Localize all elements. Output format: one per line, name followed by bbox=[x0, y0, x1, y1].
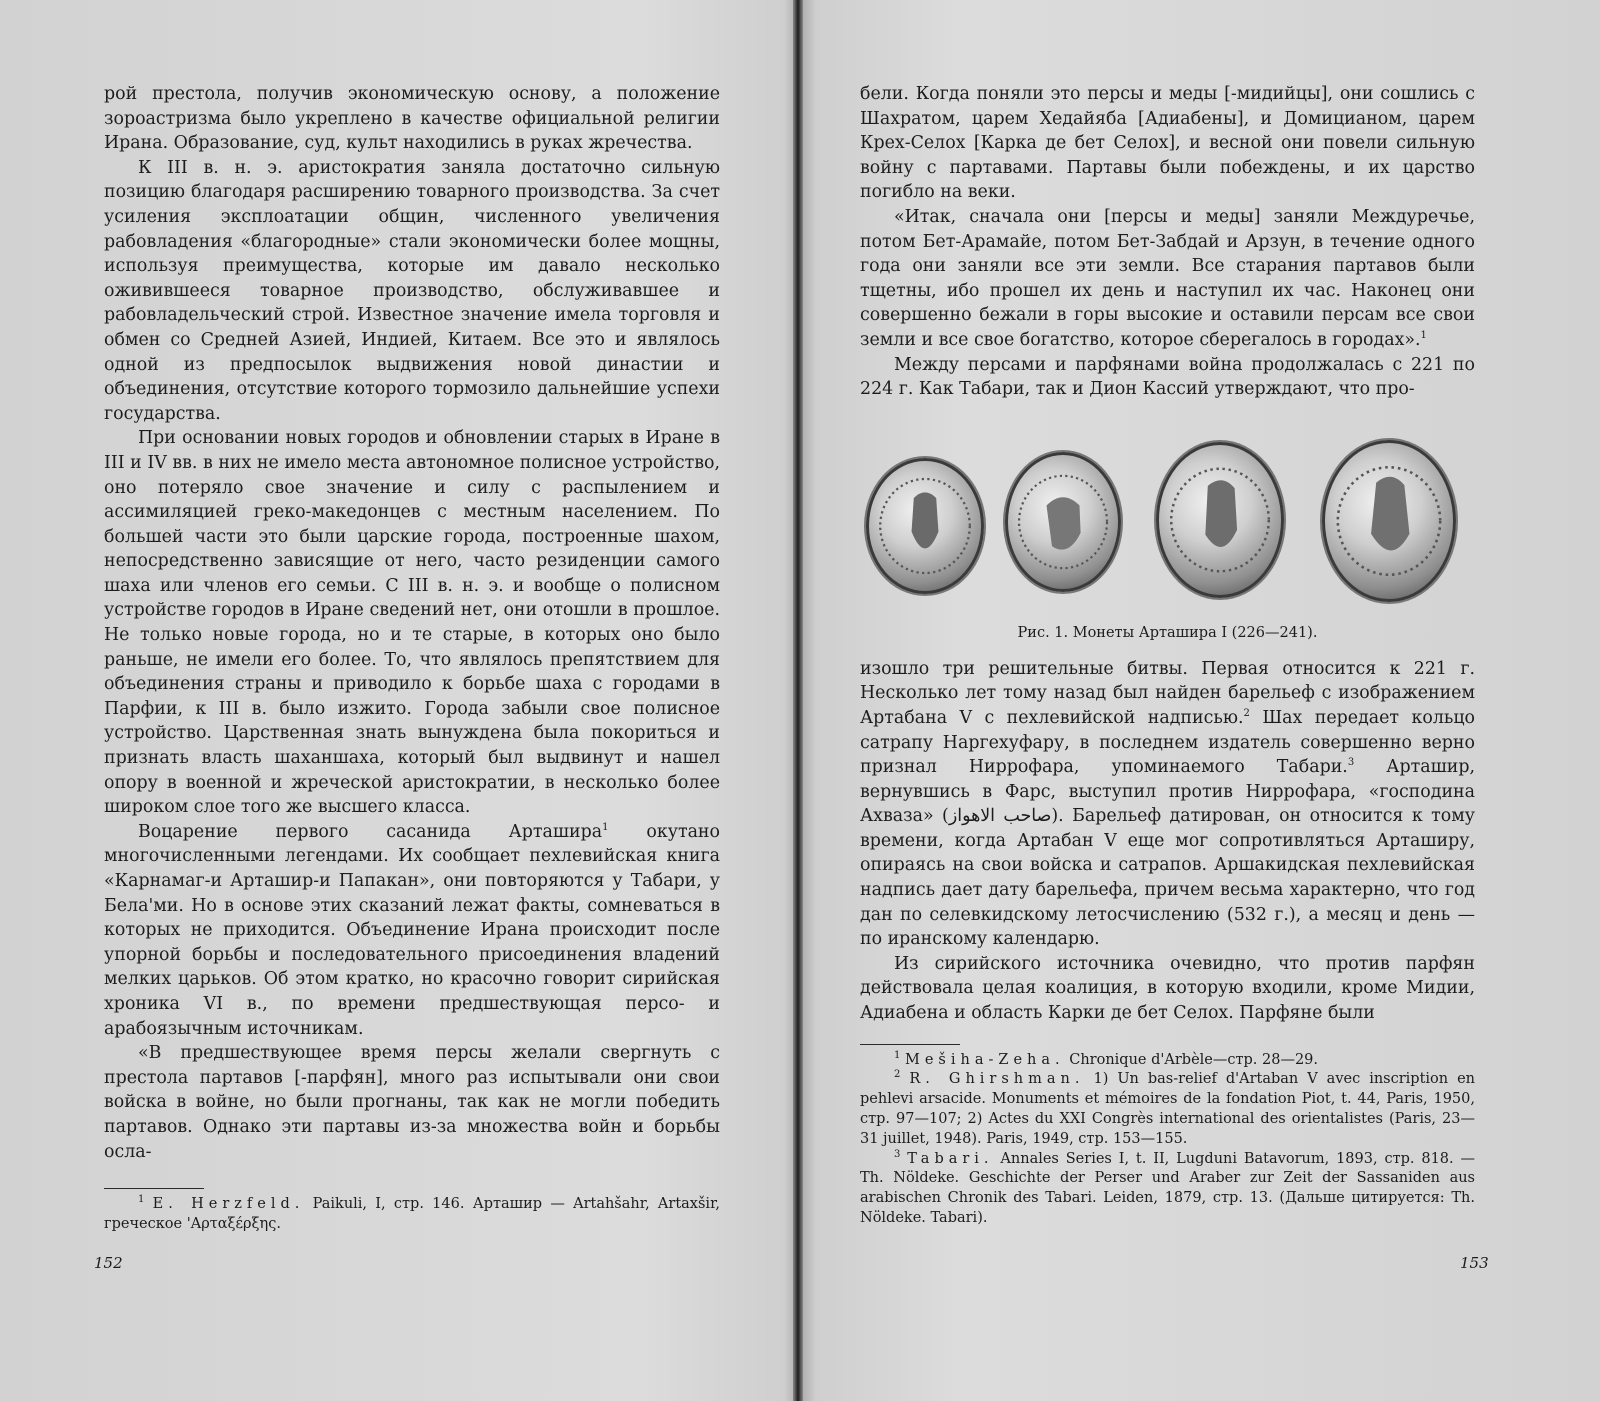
coin-image bbox=[866, 458, 984, 594]
arabic-text: صاحب الاهواز bbox=[948, 806, 1052, 827]
footnote bbox=[860, 1051, 1475, 1071]
footnote-text: Annales Series I, t. II, Lugduni Batavorum, 1893, стр. 818. — Th. Nöldeke. Geschichte der Perser und Araber zur Zeit der Sassaniden aus arabischen Chronik des Tabari. Leiden, 1879, стр. 13. (Дальше цитируется: Th. Nöldeke. Tabari). bbox=[860, 1150, 1475, 1226]
paragraph bbox=[860, 205, 1475, 353]
footnote-text: Chronique d'Arbèle—стр. 28—29. bbox=[1069, 1051, 1319, 1068]
footnote-number: 3 bbox=[894, 1148, 901, 1160]
paragraph-text: окутано многочисленными легендами. Их сообщает пехлевийская книга «Карнамаг-и Арташир-и Папакан», они повторяются у Табари, у Бела'ми. Но в основе этих сказаний лежат факты, сомневаться в которых не приходится. Объединение Ирана происходит после упорной борьбы и последовательного присоединения владений мелких царьков. Об этом кратко, но красочно говорит сирийская хроника VI в., по времени предшествующая персо- и арабоязычным источникам. bbox=[104, 821, 720, 1039]
footnote-marker: 3 bbox=[1347, 757, 1355, 769]
paragraph-text: Воцарение первого сасанида Арташира bbox=[138, 821, 603, 842]
paragraph: «В предшествующее время персы желали свергнуть с престола партавов [-парфян], много раз испытывали они свои войска в войне, но были прогнаны, так как не могли победить партавов. Однако эти партавы из-за множества войн и борьбы осла- bbox=[104, 1043, 720, 1162]
book-gutter bbox=[793, 0, 803, 1401]
footnote bbox=[860, 1070, 1475, 1149]
paragraph: К III в. н. э. аристократия заняла достаточно сильную позицию благодаря расширению товарного производства. За счет усиления эксплоатации общин, численного увеличения рабовладения «благородные» стали экономически более мощны, используя преимущества, которые им давало несколько оживившееся товарное производство, обслуживавшее и рабовладельческий строй. Известное значение имела торговля и обмен со Средней Азией, Индией, Китаем. Все это и являлось одной из предпосылок выдвижения новой династии и объединения, отсутствие которого тормозило дальнейшие успехи государства. bbox=[104, 157, 720, 424]
paragraph: Из сирийского источника очевидно, что против парфян действовала целая коалиция, в которую входили, кроме Мидии, Адиабена и область Карки де бет Селох. Парфяне были bbox=[860, 953, 1475, 1024]
footnote-number: 1 bbox=[894, 1049, 901, 1061]
coin-image bbox=[1156, 442, 1284, 598]
footnote-marker: 1 bbox=[1420, 330, 1427, 342]
footnote bbox=[860, 1150, 1475, 1229]
coins-figure bbox=[860, 444, 1475, 619]
left-page bbox=[104, 82, 720, 1235]
footnote-author: R. Ghirshman. bbox=[909, 1071, 1085, 1088]
footnote-author: Mešiha-Zeha. bbox=[904, 1051, 1065, 1068]
paragraph-text: Арташир, вернувшись в Фарс, выступил против Ниррофара, «господина Ахваза» ( bbox=[860, 757, 1475, 827]
paragraph: При основании новых городов и обновлении старых в Иране в III и IV вв. в них не имело места автономное полисное устройство, оно потеряло свое значение и силу с распылением и ассимиляцией греко-македонцев с местным населением. По большей части это были царские города, построенные шахом, непосредственно зависящие от него, часто резиденции самого шаха или членов его семьи. С III в. н. э. и вообще о полисном устройстве городов в Иране сведений нет, они отошли в прошлое. Не только новые города, но и те старые, в которых оно было раньше, не имели его более. То, что являлось препятствием для объединения страны и приводило к борьбе шаха с городами в Парфии, к III в. было изжито. Города забыли свое полисное устройство. Царственная знать вынуждена была покориться и признать власть шаханшаха, который был выдвинут и нашел опору в военной и жреческой аристократии, в несколько более широком слое того же высшего класса. bbox=[104, 428, 720, 818]
page-number-left: 152 bbox=[94, 1254, 123, 1272]
footnote-number: 1 bbox=[138, 1194, 145, 1206]
footnote bbox=[104, 1195, 720, 1235]
figure-caption: Рис. 1. Монеты Арташира I (226—241). bbox=[1017, 624, 1318, 641]
paragraph: Между персами и парфянами война продолжалась с 221 по 224 г. Как Табари, так и Дион Кассий утверждают, что про- bbox=[860, 354, 1475, 400]
footnote-author: Tabari. bbox=[907, 1150, 994, 1167]
paragraph-text: «Итак, сначала они [персы и меды] заняли Междуречье, потом Бет-Арамайе, потом Бет-Забдай и Арзун, в течение одного года они заняли все эти земли. Все старания партавов были тщетны, ибо прошел их день и наступил их час. Наконец они совершенно бежали в горы высокие и оставили персам все свои земли и все свое богатство, которое сберегалось в городах». bbox=[860, 206, 1475, 350]
footnote-marker: 2 bbox=[1243, 708, 1250, 720]
paragraph: бели. Когда поняли это персы и меды [-мидийцы], они сошлись с Шахратом, царем Хедайяба [Адиабены], и Домицианом, царем Крех-Селох [Карка де бет Селох], и весной они повели сильную войну с партавами. Партавы были побеждены, и их царство погибло на веки. bbox=[860, 84, 1475, 203]
paragraph bbox=[104, 820, 720, 1041]
footnote-number: 2 bbox=[894, 1069, 901, 1081]
right-page bbox=[860, 82, 1475, 1229]
coin-image bbox=[1005, 452, 1121, 592]
coin-portrait bbox=[1008, 455, 1118, 589]
footnote-author: E. Herzfeld. bbox=[152, 1196, 305, 1213]
footnote-text: 1) Un bas-relief d'Artaban V avec inscription en pehlevi arsacide. Monuments et mémoires de la fondation Piot, t. 44, Paris, 1950, стр. 97—107; 2) Actes du XXI Congrès international des orientalistes (Paris, 23—31 juillet, 1948). Paris, 1949, стр. 153—155. bbox=[860, 1071, 1476, 1147]
paragraph-text: Шах передает кольцо сатрапу Наргехуфару, в последнем издатель совершенно верно признал Ниррофара, упоминаемого Табари. bbox=[860, 707, 1475, 778]
coin-portrait bbox=[1159, 445, 1281, 595]
coin-portrait bbox=[869, 461, 981, 591]
paragraph: рой престола, получив экономическую основу, а положение зороастризма было укреплено в качестве официальной религии Ирана. Образование, суд, культ находились в руках жречества. bbox=[104, 84, 720, 154]
footnote-marker: 1 bbox=[602, 822, 609, 834]
coin-image bbox=[1322, 440, 1456, 602]
paragraph bbox=[860, 657, 1475, 952]
footnote-text: Paikuli, I, стр. 146. Арташир — Artahšahr, Artaxšir, греческое 'Αρταξέρξης. bbox=[104, 1196, 721, 1232]
page-number-right: 153 bbox=[1460, 1254, 1489, 1272]
paragraph-text: ). Барельеф датирован, он относится к тому времени, когда Артабан V еще мог сопротивляться Арташиру, опираясь на свои войска и сатрапов. Аршакидская пехлевийская надпись дает дату барельефа, причем весьма характерно, что год дан по селевкидскому летосчислению (532 г.), а месяц и день — по иранскому календарю. bbox=[860, 806, 1475, 950]
coin-portrait bbox=[1325, 443, 1453, 599]
paragraph-text: изошло три решительные битвы. Первая относится к 221 г. Несколько лет тому назад был найден барельеф с изображением Артабана V с пехлевийской надписью. bbox=[860, 658, 1475, 728]
